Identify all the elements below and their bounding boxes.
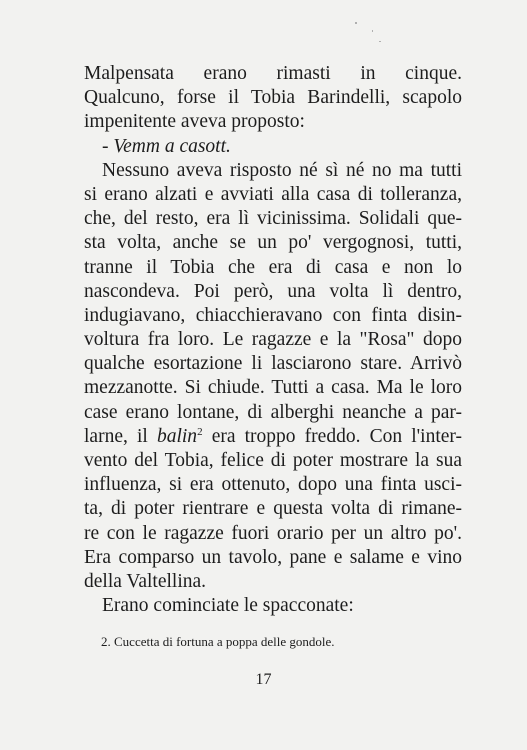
text-line <box>84 570 462 594</box>
text-segment: balin <box>156 425 198 447</box>
text-segment: che, del resto, era lì vicinissima. Solidali que- <box>84 208 462 230</box>
text-segment: nascondeva. Poi però, una volta lì dentro, <box>84 280 462 302</box>
text-segment: si erano alzati e avviati alla casa di tolleranza, <box>84 183 462 205</box>
text-segment: era troppo freddo. Con l'inter- <box>202 425 463 447</box>
text-segment: re con le ragazze fuori orario per un altro po'. <box>84 522 462 544</box>
text-line <box>84 304 462 328</box>
footnote-marker: 2 <box>197 425 203 438</box>
text-segment: case erano lontane, di alberghi neanche a par- <box>84 401 462 423</box>
text-line <box>84 256 462 280</box>
text-segment: tranne il Tobia che era di casa e non lo <box>84 256 462 278</box>
text-line <box>84 86 462 110</box>
text-segment: vento del Tobia, felice di poter mostrare la sua <box>84 450 462 471</box>
text-segment: della Valtellina. <box>84 570 207 592</box>
text-line <box>84 546 462 570</box>
text-segment: - Vemm a casott. <box>102 135 231 157</box>
text-line <box>84 425 462 449</box>
text-line <box>84 280 462 304</box>
scan-speck <box>355 22 357 24</box>
text-line <box>84 449 462 473</box>
text-segment: ta, di poter rientrare e questa volta di rimane- <box>84 498 462 520</box>
text-line <box>84 401 462 425</box>
text-line <box>84 594 462 618</box>
text-segment: mezzanotte. Si chiude. Tutti a casa. Ma le loro <box>84 377 462 399</box>
text-segment: Malpensata erano rimasti in cinque. <box>84 63 462 84</box>
text-segment: voltura fra loro. Le ragazze e la "Rosa" dopo <box>84 329 462 351</box>
text-segment: impenitente aveva proposto: <box>84 111 305 133</box>
text-segment: Nessuno aveva risposto né sì né no ma tutti <box>102 159 462 181</box>
scan-speck <box>379 41 381 42</box>
text-line <box>84 497 462 521</box>
text-segment: qualche esortazione li lasciarono stare. Arrivò <box>84 353 462 375</box>
text-line <box>84 328 462 352</box>
text-segment: indugiavano, chiacchieravano con finta disin- <box>84 304 462 326</box>
page-number: 17 <box>255 671 272 688</box>
text-line <box>84 473 462 497</box>
text-line <box>84 110 462 134</box>
text-line <box>84 62 462 86</box>
text-segment: Erano cominciate le spacconate: <box>102 595 354 617</box>
text-line <box>84 135 462 159</box>
text-line <box>84 376 462 400</box>
text-segment: larne, il <box>84 425 157 447</box>
text-segment: sta volta, anche se un po' vergognosi, tutti, <box>84 232 462 254</box>
text-line <box>84 231 462 255</box>
text-line <box>84 352 462 376</box>
scan-speck <box>372 30 373 32</box>
text-line <box>84 522 462 546</box>
text-line <box>84 159 462 183</box>
body-text <box>84 62 462 618</box>
text-line <box>84 183 462 207</box>
footnote: 2. Cuccetta di fortuna a poppa delle gondole. <box>101 634 335 649</box>
text-line <box>84 207 462 231</box>
text-segment: influenza, si era ottenuto, dopo una finta usci- <box>84 474 462 496</box>
text-segment: Era comparso un tavolo, pane e salame e vino <box>84 546 462 568</box>
text-segment: Qualcuno, forse il Tobia Barindelli, scapolo <box>84 87 462 109</box>
